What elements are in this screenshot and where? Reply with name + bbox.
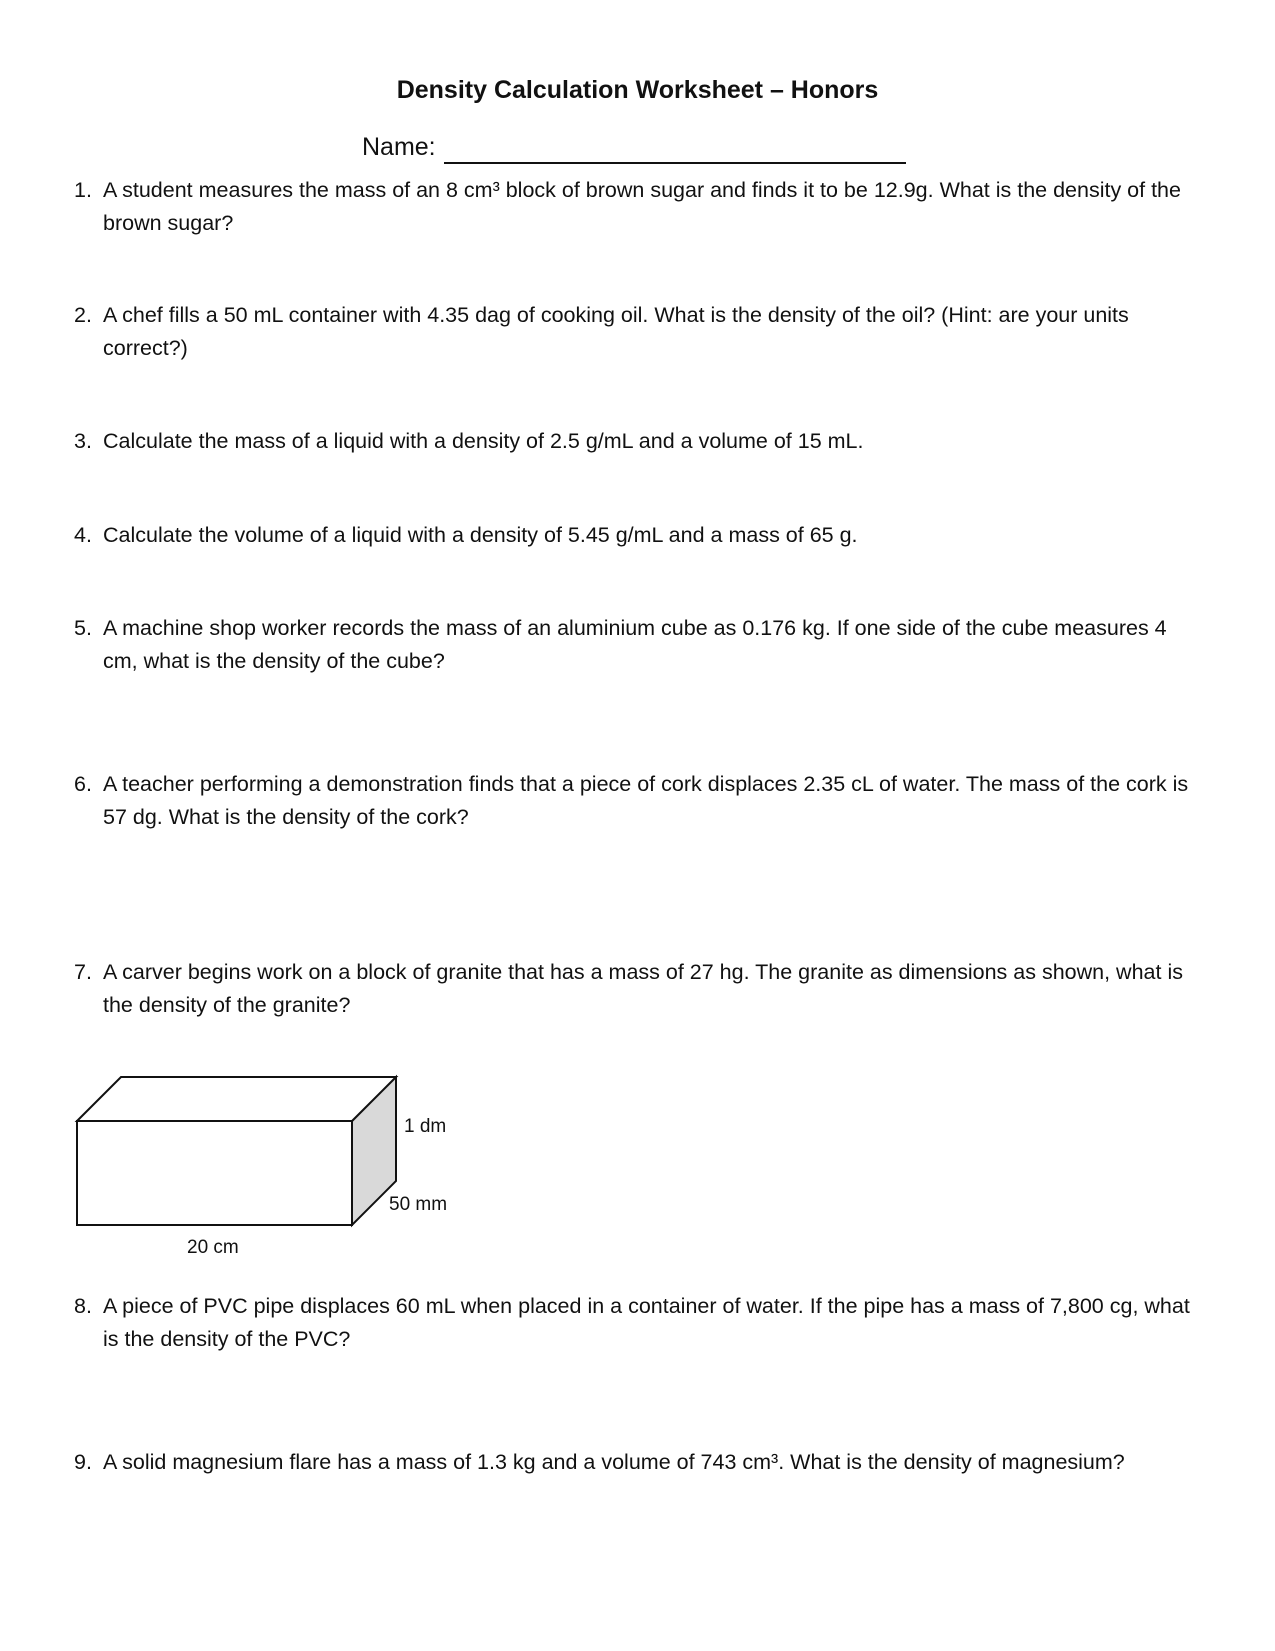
block-top-face (77, 1077, 396, 1121)
question-9 (74, 1446, 1204, 1479)
block-front-face (77, 1121, 352, 1225)
question-number: 4. (74, 523, 92, 547)
question-text: A machine shop worker records the mass of an aluminium cube as 0.176 kg. If one side of the cube measures 4 cm, what is the density of the cube? (103, 616, 1167, 673)
question-number: 2. (74, 303, 92, 327)
question-text: A chef fills a 50 mL container with 4.35 dag of cooking oil. What is the density of the oil? (Hint: are your units correct?) (103, 303, 1129, 360)
question-number: 6. (74, 772, 92, 796)
worksheet-title: Density Calculation Worksheet – Honors (396, 76, 879, 104)
question-number: 7. (74, 960, 92, 984)
question-number: 1. (74, 178, 92, 202)
question-text: A solid magnesium flare has a mass of 1.3 kg and a volume of 743 cm³. What is the density of magnesium? (103, 1450, 1125, 1474)
question-text: Calculate the mass of a liquid with a density of 2.5 g/mL and a volume of 15 mL. (103, 429, 864, 453)
question-text: A piece of PVC pipe displaces 60 mL when placed in a container of water. If the pipe has a mass of 7,800 cg, what is the density of the PVC? (103, 1294, 1190, 1351)
question-number: 9. (74, 1450, 92, 1474)
question-8 (74, 1290, 1204, 1356)
length-dimension-label: 20 cm (187, 1237, 239, 1258)
question-number: 8. (74, 1294, 92, 1318)
name-label: Name: (362, 133, 436, 161)
depth-dimension-label: 50 mm (389, 1194, 448, 1215)
question-number: 3. (74, 429, 92, 453)
question-text: Calculate the volume of a liquid with a density of 5.45 g/mL and a mass of 65 g. (103, 523, 858, 547)
question-number: 5. (74, 616, 92, 640)
question-text: A teacher performing a demonstration finds that a piece of cork displaces 2.35 cL of water. The mass of the cork is 57 dg. What is the density of the cork? (103, 772, 1189, 829)
question-text: A student measures the mass of an 8 cm³ block of brown sugar and finds it to be 12.9g. What is the density of the brown sugar? (103, 178, 1181, 235)
height-dimension-label: 1 dm (404, 1116, 447, 1137)
question-text: A carver begins work on a block of granite that has a mass of 27 hg. The granite as dimensions as shown, what is the density of the granite? (103, 960, 1183, 1017)
